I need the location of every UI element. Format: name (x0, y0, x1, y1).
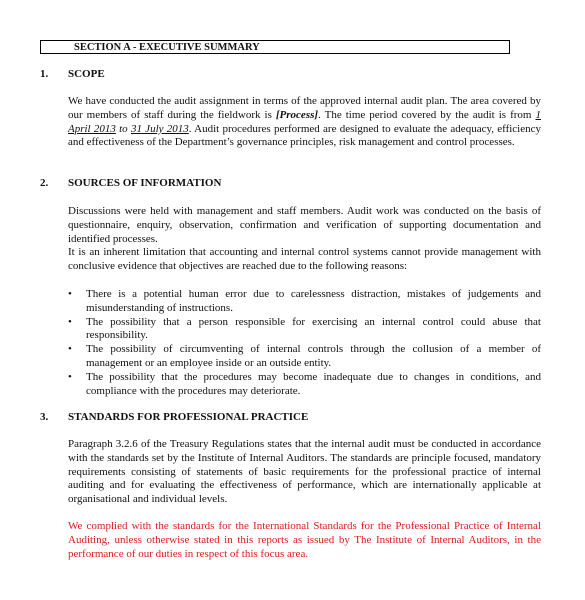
scope-to-word: to (115, 122, 131, 135)
heading-scope (40, 68, 105, 80)
scope-date-from: 1 April 2013 (68, 108, 541, 135)
scope-date-to: 31 July 2013 (130, 122, 189, 135)
standards-para-1: Paragraph 3.2.6 of the Treasury Regulations states that the internal audit must be conducted in accordance with the standards set by the Institute of Internal Auditors. The standards are principle focused, mandatory requirements consisting of statements of basic requirements for the professional practice of internal auditing and for evaluating the effectiveness of performance, which are internationally applicable at organisational and individual levels. (68, 438, 541, 506)
heading-number: 1. (40, 68, 49, 80)
list-item: • The possibility that a person responsible for exercising an internal control could abuse that responsibility. (68, 316, 541, 344)
heading-standards (40, 411, 308, 423)
heading-title: SOURCES OF INFORMATION (68, 177, 222, 189)
sources-para-2: It is an inherent limitation that accounting and internal control systems cannot provide management with conclusive evidence that objectives are reached due to the following reasons: (68, 246, 541, 273)
list-item: • There is a potential human error due to carelessness distraction, mistakes of judgements and misunderstanding of instructions. (68, 288, 541, 316)
scope-paragraph (68, 95, 541, 150)
heading-number: 2. (40, 177, 49, 189)
heading-sources (40, 177, 221, 189)
list-item: • The possibility that the procedures may become inadequate due to changes in conditions, and compliance with the procedures may deteriorate. (68, 371, 541, 399)
scope-text-3: . Audit procedures performed are designed to evaluate the adequacy, efficiency and effectiveness of the Department’s governance principles, risk management and control processes. (68, 122, 542, 149)
heading-title: SCOPE (68, 68, 105, 80)
scope-text-1: We have conducted the audit assignment in terms of the approved internal audit plan. The area covered by our members of staff during the fieldwork is (68, 95, 541, 121)
sources-para-1: Discussions were held with management and staff members. Audit work was conducted on the basis of questionnaire, enquiry, observation, confirmation and verification of supporting documentation and identified processes. (68, 205, 541, 245)
heading-title: STANDARDS FOR PROFESSIONAL PRACTICE (68, 411, 309, 423)
scope-text-2: . The time period covered by the audit is from (318, 108, 536, 121)
compliance-statement (68, 520, 541, 561)
heading-number: 3. (40, 411, 49, 423)
section-title: SECTION A - EXECUTIVE SUMMARY (74, 42, 260, 53)
standards-para-2: We complied with the standards for the International Standards for the Professional Practice of Internal Auditing, unless otherwise stated in this reports as issued by The Institute of Internal Auditors, in the performance of our duties in respect of this focus area. (68, 520, 541, 560)
list-item: • The possibility of circumventing of internal controls through the collusion of a member of management or an employee inside or an outside entity. (68, 343, 541, 371)
standards-paragraph (68, 438, 541, 507)
section-title-box (40, 40, 510, 54)
scope-process: [Process] (275, 108, 319, 121)
sources-paragraph (68, 205, 541, 274)
limitations-list (68, 288, 541, 398)
